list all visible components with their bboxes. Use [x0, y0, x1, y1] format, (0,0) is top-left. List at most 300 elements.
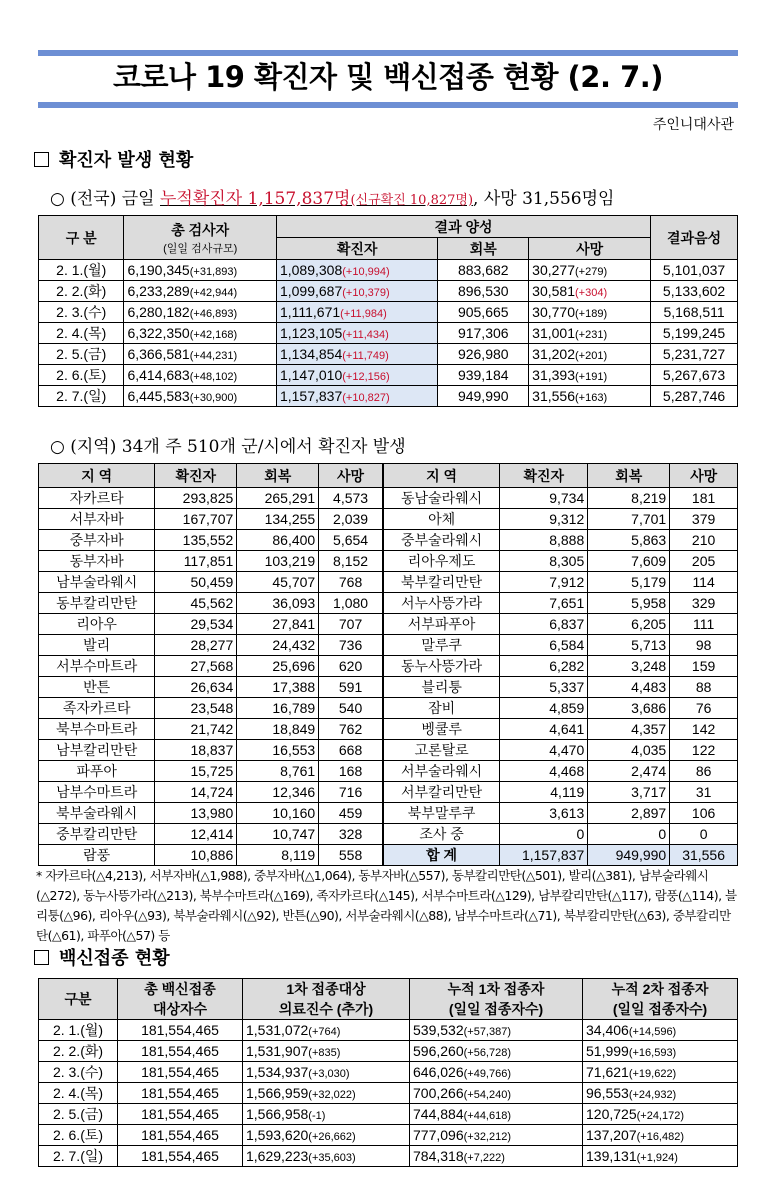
- th-v-category: 구분: [39, 979, 118, 1020]
- table-row: [39, 551, 738, 572]
- deaths-value: 30,770: [532, 304, 575, 320]
- date-cell: 2. 3.(수): [39, 302, 124, 323]
- confirmed-cell: [276, 302, 437, 323]
- deaths-value: 31,202: [532, 346, 575, 362]
- deaths-cell: [529, 323, 651, 344]
- date-cell: 2. 3.(수): [39, 1062, 118, 1083]
- left-recovered-cell: 8,761: [237, 761, 319, 782]
- confirmed-cell: [276, 386, 437, 407]
- th-v-first-1: 누적 1차 접종자: [447, 981, 545, 997]
- right-confirmed-cell: 9,734: [500, 488, 588, 509]
- left-region-cell: 자카르타: [39, 488, 155, 509]
- second-value: 139,131: [586, 1148, 637, 1164]
- left-deaths-cell: 591: [319, 677, 383, 698]
- left-confirmed-cell: 26,634: [155, 677, 237, 698]
- th-v-first-2: (일일 접종자수): [448, 1001, 544, 1017]
- med-value: 1,593,620: [246, 1127, 309, 1143]
- med-value: 1,531,907: [246, 1043, 309, 1059]
- confirmed-value: 1,134,854: [279, 346, 343, 362]
- deaths-value: 30,277: [532, 262, 575, 278]
- second-cell: [583, 1083, 738, 1104]
- second-delta: (+16,482): [636, 1131, 685, 1143]
- left-region-cell: 파푸아: [39, 761, 155, 782]
- med-cell: [243, 1146, 410, 1167]
- right-region-cell: 북부말루쿠: [383, 803, 500, 824]
- table-row: [39, 530, 738, 551]
- left-confirmed-cell: 45,562: [155, 593, 237, 614]
- th-region-r: 지 역: [383, 464, 500, 488]
- date-cell: 2. 4.(목): [39, 323, 124, 344]
- tests-value: 6,414,683: [127, 367, 190, 383]
- tests-delta: (+42,944): [189, 287, 238, 299]
- left-confirmed-cell: 12,414: [155, 824, 237, 845]
- th-negative: 결과음성: [651, 216, 738, 260]
- left-confirmed-cell: 50,459: [155, 572, 237, 593]
- confirmed-delta: (+10,827): [342, 392, 390, 404]
- table-row: [39, 635, 738, 656]
- table-row: [39, 614, 738, 635]
- right-confirmed-cell: 6,282: [500, 656, 588, 677]
- left-recovered-cell: 134,255: [237, 509, 319, 530]
- regional-body: [39, 488, 738, 866]
- second-delta: (+16,593): [628, 1047, 677, 1059]
- checkbox-square-icon: [34, 950, 49, 965]
- recovered-cell: 939,184: [438, 365, 529, 386]
- first-value: 539,532: [413, 1022, 464, 1038]
- table-row: [39, 488, 738, 509]
- second-cell: [583, 1041, 738, 1062]
- right-recovered-cell: 6,205: [588, 614, 670, 635]
- regional-note: * 자카르타(△4,213), 서부자바(△1,988), 중부자바(△1,064), 동부자바(△557), 동부칼리만탄(△501), 발리(△381), 남부술라웨시(△272), 동누사뜽가라(△213), 북부수마트라(△169), 족자카르타(△145), 서부수마트라(△129), 남부칼리만탄(△117), 람풍(△114), 블리퉁(△96), 리아우(△93), 북부술라웨시(△92), 반튼(△90), 서부술라웨시(△88), 남부수마트라(△71), 북부칼리만탄(△63), 중부칼리만탄(△61), 파푸아(△57) 등: [36, 868, 737, 943]
- second-delta: (+14,596): [628, 1026, 677, 1038]
- confirmed-delta: (+11,749): [342, 350, 389, 362]
- th-category: 구 분: [39, 216, 124, 260]
- th-v-second-1: 누적 2차 접종자: [611, 981, 709, 997]
- first-cell: [410, 1083, 583, 1104]
- left-region-cell: 반튼: [39, 677, 155, 698]
- th-conf-r: 확진자: [500, 464, 588, 488]
- right-deaths-cell: 88: [670, 677, 738, 698]
- recovered-cell: 917,306: [438, 323, 529, 344]
- table-row: [39, 509, 738, 530]
- daily-cases-table: [38, 215, 738, 407]
- right-confirmed-cell: 3,613: [500, 803, 588, 824]
- negative-cell: 5,168,511: [651, 302, 738, 323]
- vaccine-table: [38, 978, 738, 1167]
- left-confirmed-cell: 293,825: [155, 488, 237, 509]
- table-row: [39, 1083, 738, 1104]
- first-value: 700,266: [413, 1085, 464, 1101]
- right-recovered-cell: 3,686: [588, 698, 670, 719]
- deaths-value: 31,393: [532, 367, 575, 383]
- med-value: 1,534,937: [246, 1064, 309, 1080]
- first-delta: (+57,387): [463, 1026, 512, 1038]
- th-conf-l: 확진자: [155, 464, 237, 488]
- th-v-second-2: (일일 접종자수): [612, 1001, 708, 1017]
- table-row: [39, 824, 738, 845]
- med-delta: (+26,662): [308, 1131, 356, 1143]
- confirmed-cell: [276, 365, 437, 386]
- first-cell: [410, 1020, 583, 1041]
- left-confirmed-cell: 13,980: [155, 803, 237, 824]
- med-delta: (-1): [308, 1110, 326, 1122]
- th-v-med-1: 1차 접종대상: [286, 981, 366, 997]
- tests-cell: [124, 260, 277, 281]
- th-deaths: 사망: [529, 238, 651, 260]
- second-value: 96,553: [586, 1085, 629, 1101]
- total-recovered: 949,990: [588, 845, 670, 866]
- left-region-cell: 중부자바: [39, 530, 155, 551]
- right-recovered-cell: 3,248: [588, 656, 670, 677]
- negative-cell: 5,287,746: [651, 386, 738, 407]
- second-value: 51,999: [586, 1043, 629, 1059]
- right-region-cell: 잠비: [383, 698, 500, 719]
- deaths-value: 31,001: [532, 325, 575, 341]
- left-region-cell: 발리: [39, 635, 155, 656]
- tests-cell: [124, 386, 277, 407]
- target-cell: 181,554,465: [118, 1146, 243, 1167]
- confirmed-delta: (+10,994): [342, 266, 390, 278]
- left-recovered-cell: 10,747: [237, 824, 319, 845]
- th-death-l: 사망: [319, 464, 383, 488]
- th-tests-sub: (일일 검사규모): [163, 242, 238, 255]
- target-cell: 181,554,465: [118, 1062, 243, 1083]
- right-deaths-cell: 86: [670, 761, 738, 782]
- table-row: [39, 803, 738, 824]
- negative-cell: 5,267,673: [651, 365, 738, 386]
- right-confirmed-cell: 4,119: [500, 782, 588, 803]
- right-deaths-cell: 31: [670, 782, 738, 803]
- left-deaths-cell: 762: [319, 719, 383, 740]
- second-value: 137,207: [586, 1127, 637, 1143]
- right-confirmed-cell: 9,312: [500, 509, 588, 530]
- right-recovered-cell: 5,863: [588, 530, 670, 551]
- second-value: 34,406: [586, 1022, 629, 1038]
- right-recovered-cell: 4,035: [588, 740, 670, 761]
- table-row: [39, 761, 738, 782]
- left-region-cell: 족자카르타: [39, 698, 155, 719]
- th-recovered: 회복: [438, 238, 529, 260]
- right-confirmed-cell: 4,470: [500, 740, 588, 761]
- right-region-cell: 동남술라웨시: [383, 488, 500, 509]
- left-recovered-cell: 45,707: [237, 572, 319, 593]
- table-row: [39, 1104, 738, 1125]
- table-row: [39, 365, 738, 386]
- regional-summary: ○ (지역) 34개 주 510개 군/시에서 확진자 발생: [50, 437, 406, 457]
- second-delta: (+24,172): [636, 1110, 685, 1122]
- right-confirmed-cell: 7,651: [500, 593, 588, 614]
- right-region-cell: 고론탈로: [383, 740, 500, 761]
- first-delta: (+44,618): [463, 1110, 512, 1122]
- med-delta: (+3,030): [308, 1068, 350, 1080]
- right-region-cell: 리아우제도: [383, 551, 500, 572]
- date-cell: 2. 6.(토): [39, 1125, 118, 1146]
- left-region-cell: 리아우: [39, 614, 155, 635]
- right-region-cell: 동누사뜽가라: [383, 656, 500, 677]
- table-row: [39, 593, 738, 614]
- right-region-cell: 블리퉁: [383, 677, 500, 698]
- deaths-delta: (+163): [575, 392, 608, 404]
- right-recovered-cell: 0: [588, 824, 670, 845]
- left-confirmed-cell: 29,534: [155, 614, 237, 635]
- first-value: 646,026: [413, 1064, 464, 1080]
- left-region-cell: 서부자바: [39, 509, 155, 530]
- recovered-cell: 896,530: [438, 281, 529, 302]
- left-deaths-cell: 2,039: [319, 509, 383, 530]
- national-summary: [50, 184, 614, 209]
- national-new: (신규확진 10,827명): [350, 193, 474, 208]
- left-recovered-cell: 12,346: [237, 782, 319, 803]
- right-confirmed-cell: 6,837: [500, 614, 588, 635]
- tests-value: 6,233,289: [127, 283, 190, 299]
- date-cell: 2. 7.(일): [39, 386, 124, 407]
- left-confirmed-cell: 27,568: [155, 656, 237, 677]
- confirmed-delta: (+12,156): [342, 371, 390, 383]
- confirmed-value: 1,147,010: [279, 367, 343, 383]
- right-region-cell: 서누사뜽가라: [383, 593, 500, 614]
- med-delta: (+764): [308, 1026, 341, 1038]
- tests-delta: (+42,168): [189, 329, 238, 341]
- negative-cell: 5,231,727: [651, 344, 738, 365]
- right-recovered-cell: 2,474: [588, 761, 670, 782]
- left-deaths-cell: 4,573: [319, 488, 383, 509]
- first-delta: (+56,728): [463, 1047, 512, 1059]
- right-confirmed-cell: 4,468: [500, 761, 588, 782]
- confirmed-cell: [276, 323, 437, 344]
- th-v-second: [583, 979, 738, 1020]
- section-heading-cases-text: 확진자 발생 현황: [59, 150, 194, 171]
- right-region-cell: 서부칼리만탄: [383, 782, 500, 803]
- tests-cell: [124, 365, 277, 386]
- right-deaths-cell: 210: [670, 530, 738, 551]
- left-deaths-cell: 168: [319, 761, 383, 782]
- deaths-value: 31,556: [532, 388, 575, 404]
- table-row: [39, 1125, 738, 1146]
- second-cell: [583, 1104, 738, 1125]
- right-confirmed-cell: 8,888: [500, 530, 588, 551]
- left-deaths-cell: 328: [319, 824, 383, 845]
- left-recovered-cell: 25,696: [237, 656, 319, 677]
- left-deaths-cell: 736: [319, 635, 383, 656]
- right-region-cell: 말루쿠: [383, 635, 500, 656]
- th-v-target-2: 대상자수: [152, 1001, 208, 1017]
- national-cumulative-text: 누적확진자 1,157,837명: [160, 189, 351, 209]
- right-region-cell: 북부칼리만탄: [383, 572, 500, 593]
- right-deaths-cell: 181: [670, 488, 738, 509]
- confirmed-cell: [276, 344, 437, 365]
- med-cell: [243, 1104, 410, 1125]
- deaths-delta: (+191): [575, 371, 608, 383]
- negative-cell: 5,199,245: [651, 323, 738, 344]
- table-row: [39, 302, 738, 323]
- right-region-cell: 중부술라웨시: [383, 530, 500, 551]
- table-row: [39, 281, 738, 302]
- regional-table: [38, 463, 738, 866]
- right-deaths-cell: 329: [670, 593, 738, 614]
- right-recovered-cell: 7,701: [588, 509, 670, 530]
- negative-cell: 5,101,037: [651, 260, 738, 281]
- first-value: 777,096: [413, 1127, 464, 1143]
- right-recovered-cell: 5,958: [588, 593, 670, 614]
- left-recovered-cell: 10,160: [237, 803, 319, 824]
- date-cell: 2. 1.(월): [39, 260, 124, 281]
- left-confirmed-cell: 23,548: [155, 698, 237, 719]
- target-cell: 181,554,465: [118, 1020, 243, 1041]
- left-region-cell: 남부술라웨시: [39, 572, 155, 593]
- confirmed-value: 1,099,687: [279, 283, 343, 299]
- right-deaths-cell: 106: [670, 803, 738, 824]
- med-cell: [243, 1020, 410, 1041]
- tests-delta: (+30,900): [189, 392, 238, 404]
- th-death-r: 사망: [670, 464, 738, 488]
- table-row: [39, 677, 738, 698]
- table-row: [39, 1062, 738, 1083]
- second-cell: [583, 1146, 738, 1167]
- deaths-cell: [529, 281, 651, 302]
- tests-cell: [124, 281, 277, 302]
- date-cell: 2. 2.(화): [39, 1041, 118, 1062]
- left-region-cell: 남부칼리만탄: [39, 740, 155, 761]
- left-recovered-cell: 8,119: [237, 845, 319, 866]
- med-value: 1,531,072: [246, 1022, 309, 1038]
- left-confirmed-cell: 15,725: [155, 761, 237, 782]
- right-region-cell: 아체: [383, 509, 500, 530]
- left-confirmed-cell: 117,851: [155, 551, 237, 572]
- table-row: [39, 260, 738, 281]
- left-recovered-cell: 86,400: [237, 530, 319, 551]
- total-label: 합 계: [383, 845, 500, 866]
- negative-cell: 5,133,602: [651, 281, 738, 302]
- table-row: [39, 323, 738, 344]
- confirmed-value: 1,123,105: [279, 325, 343, 341]
- right-confirmed-cell: 4,641: [500, 719, 588, 740]
- left-recovered-cell: 18,849: [237, 719, 319, 740]
- table-row: [39, 656, 738, 677]
- right-deaths-cell: 0: [670, 824, 738, 845]
- left-region-cell: 서부수마트라: [39, 656, 155, 677]
- second-value: 71,621: [586, 1064, 629, 1080]
- total-confirmed: 1,157,837: [500, 845, 588, 866]
- table-row: [39, 344, 738, 365]
- right-confirmed-cell: 0: [500, 824, 588, 845]
- th-v-med: [243, 979, 410, 1020]
- second-delta: (+24,932): [628, 1089, 677, 1101]
- left-region-cell: 중부칼리만탄: [39, 824, 155, 845]
- right-region-cell: 벵쿨루: [383, 719, 500, 740]
- deaths-delta: (+231): [575, 329, 608, 341]
- table-row: [39, 1020, 738, 1041]
- left-confirmed-cell: 135,552: [155, 530, 237, 551]
- table-row: [39, 719, 738, 740]
- recovered-cell: 949,990: [438, 386, 529, 407]
- left-recovered-cell: 265,291: [237, 488, 319, 509]
- left-recovered-cell: 17,388: [237, 677, 319, 698]
- left-region-cell: 동부자바: [39, 551, 155, 572]
- left-deaths-cell: 668: [319, 740, 383, 761]
- date-cell: 2. 5.(금): [39, 1104, 118, 1125]
- left-deaths-cell: 459: [319, 803, 383, 824]
- right-region-cell: 서부술라웨시: [383, 761, 500, 782]
- right-deaths-cell: 98: [670, 635, 738, 656]
- table-row: [39, 1041, 738, 1062]
- recovered-cell: 883,682: [438, 260, 529, 281]
- left-region-cell: 동부칼리만탄: [39, 593, 155, 614]
- section-heading-cases: [34, 146, 193, 172]
- total-deaths: 31,556: [670, 845, 738, 866]
- first-value: 784,318: [413, 1148, 464, 1164]
- table-row: [39, 845, 738, 866]
- right-region-cell: 서부파푸아: [383, 614, 500, 635]
- first-delta: (+32,212): [463, 1131, 512, 1143]
- daily-cases-body: [39, 260, 738, 407]
- left-deaths-cell: 5,654: [319, 530, 383, 551]
- th-rec-r: 회복: [588, 464, 670, 488]
- target-cell: 181,554,465: [118, 1125, 243, 1146]
- left-deaths-cell: 707: [319, 614, 383, 635]
- left-confirmed-cell: 14,724: [155, 782, 237, 803]
- left-region-cell: 북부술라웨시: [39, 803, 155, 824]
- left-recovered-cell: 16,553: [237, 740, 319, 761]
- date-cell: 2. 7.(일): [39, 1146, 118, 1167]
- table-row: [39, 1146, 738, 1167]
- confirmed-value: 1,157,837: [279, 388, 343, 404]
- first-cell: [410, 1062, 583, 1083]
- second-delta: (+1,924): [636, 1152, 678, 1164]
- right-confirmed-cell: 8,305: [500, 551, 588, 572]
- right-recovered-cell: 5,713: [588, 635, 670, 656]
- tests-cell: [124, 323, 277, 344]
- table-row: [39, 740, 738, 761]
- date-cell: 2. 5.(금): [39, 344, 124, 365]
- target-cell: 181,554,465: [118, 1083, 243, 1104]
- th-v-target: [118, 979, 243, 1020]
- confirmed-value: 1,089,308: [279, 262, 343, 278]
- left-deaths-cell: 716: [319, 782, 383, 803]
- second-cell: [583, 1125, 738, 1146]
- confirmed-delta: (+11,434): [342, 329, 389, 341]
- second-delta: (+19,622): [628, 1068, 677, 1080]
- right-deaths-cell: 114: [670, 572, 738, 593]
- th-region-l: 지 역: [39, 464, 155, 488]
- left-recovered-cell: 27,841: [237, 614, 319, 635]
- target-cell: 181,554,465: [118, 1041, 243, 1062]
- th-confirmed: 확진자: [276, 238, 437, 260]
- embassy-label: 주인니대사관: [652, 117, 734, 133]
- first-cell: [410, 1104, 583, 1125]
- deaths-cell: [529, 344, 651, 365]
- left-region-cell: 북부수마트라: [39, 719, 155, 740]
- right-recovered-cell: 8,219: [588, 488, 670, 509]
- first-cell: [410, 1146, 583, 1167]
- th-tests: [124, 216, 277, 260]
- deaths-cell: [529, 365, 651, 386]
- th-positive: 결과 양성: [276, 216, 650, 238]
- deaths-cell: [529, 386, 651, 407]
- th-v-target-1: 총 백신접종: [144, 981, 216, 997]
- right-confirmed-cell: 5,337: [500, 677, 588, 698]
- left-deaths-cell: 540: [319, 698, 383, 719]
- title-bottom-bar: [38, 102, 738, 108]
- med-delta: (+32,022): [308, 1089, 356, 1101]
- left-deaths-cell: 8,152: [319, 551, 383, 572]
- recovered-cell: 905,665: [438, 302, 529, 323]
- table-row: [39, 782, 738, 803]
- table-row: [39, 386, 738, 407]
- tests-delta: (+48,102): [189, 371, 238, 383]
- confirmed-delta: (+10,379): [342, 287, 390, 299]
- right-recovered-cell: 3,717: [588, 782, 670, 803]
- right-confirmed-cell: 7,912: [500, 572, 588, 593]
